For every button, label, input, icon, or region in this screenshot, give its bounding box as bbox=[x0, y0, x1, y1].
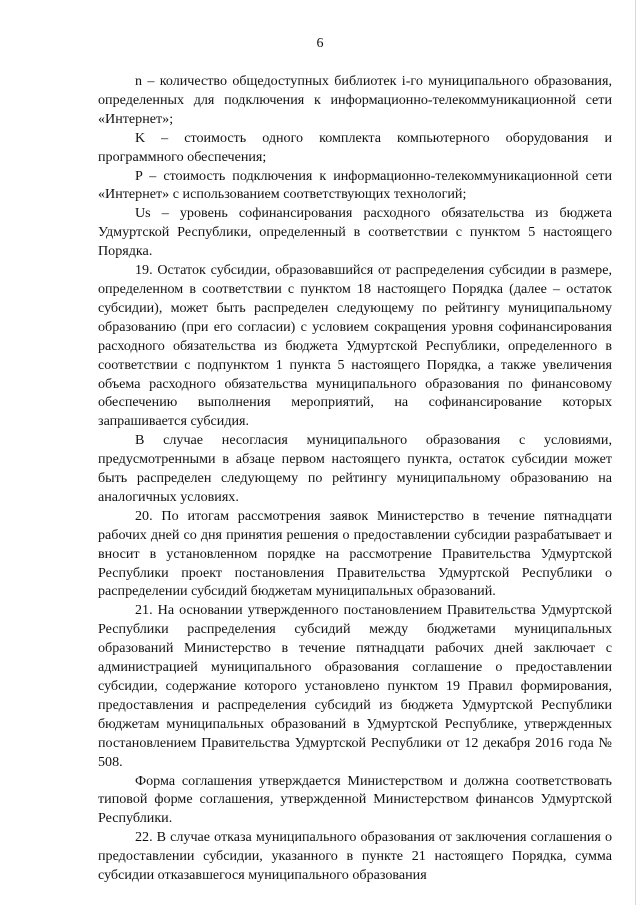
paragraph-item-19: 19. Остаток субсидии, образовавшийся от распределения субсидии в размере, определенном в соответствии с пунктом 18 настоящего Порядка (далее – остаток субсидии), может быть распределен следующему по рейтингу муниципальному образованию (при его согласии) с условием сокращения уровня софинансирования расходного обязательства из бюджета Удмуртской Республики, определенного в соответствии с подпунктом 1 пункта 5 настоящего Порядка, а также увеличения объема расходного обязательства муниципального образования по финансовому обеспечению выполнения мероприятий, на софинансирование которых запрашивается субсидия. bbox=[98, 262, 612, 430]
paragraph-n-definition: n – количество общедоступных библиотек i-го муниципального образования, определенных для подключения к информационно-телекоммуникационной сети «Интернет»; bbox=[98, 73, 612, 127]
paragraph-agreement-form: Форма соглашения утверждается Министерством и должна соответствовать типовой форме соглашения, утвержденной Министерством финансов Удмуртской Республики. bbox=[98, 772, 612, 827]
paragraph-p-definition: P – стоимость подключения к информационно-телекоммуникационной сети «Интернет» с использованием соответствующих технологий; bbox=[98, 167, 612, 203]
document-body bbox=[98, 72, 612, 885]
page-number: 6 bbox=[316, 36, 324, 51]
paragraph-us-definition: Us – уровень софинансирования расходного обязательства из бюджета Удмуртской Республики, определенный в соответствии с пунктом 5 настоящего Порядка. bbox=[98, 205, 612, 260]
page-edge-line bbox=[635, 0, 636, 905]
paragraph-item-19-disagreement: В случае несогласия муниципального образования с условиями, предусмотренными в абзаце первом настоящего пункта, остаток субсидии может быть распределен следующему по рейтингу муниципальному образованию на аналогичных условиях. bbox=[98, 432, 612, 505]
paragraph-item-21: 21. На основании утвержденного постановлением Правительства Удмуртской Республики распределения субсидий между бюджетами муниципальных образований Министерство в течение пятнадцати рабочих дней заключает с администрацией муниципального образования соглашение о предоставлении субсидии, содержание которого установлено пунктом 19 Правил формирования, предоставления и распределения субсидий из бюджета Удмуртской Республики бюджетам муниципальных образований в Удмуртской Республике, утвержденных постановлением Правительства Удмуртской Республики от 12 декабря 2016 года № 508. bbox=[98, 602, 612, 770]
paragraph-item-22: 22. В случае отказа муниципального образования от заключения соглашения о предоставлении субсидии, указанного в пункте 21 настоящего Порядка, сумма субсидии отказавшегося муниципального образования bbox=[98, 829, 612, 884]
paragraph-k-definition: K – стоимость одного комплекта компьютерного оборудования и программного обеспечения; bbox=[98, 129, 612, 165]
paragraph-item-20: 20. По итогам рассмотрения заявок Министерство в течение пятнадцати рабочих дней со дня принятия решения о предоставлении субсидии разрабатывает и вносит в установленном порядке на рассмотрение Правительства Удмуртской Республики проект постановления Правительства Удмуртской Республики о распределении субсидий бюджетам муниципальных образований. bbox=[98, 507, 612, 600]
